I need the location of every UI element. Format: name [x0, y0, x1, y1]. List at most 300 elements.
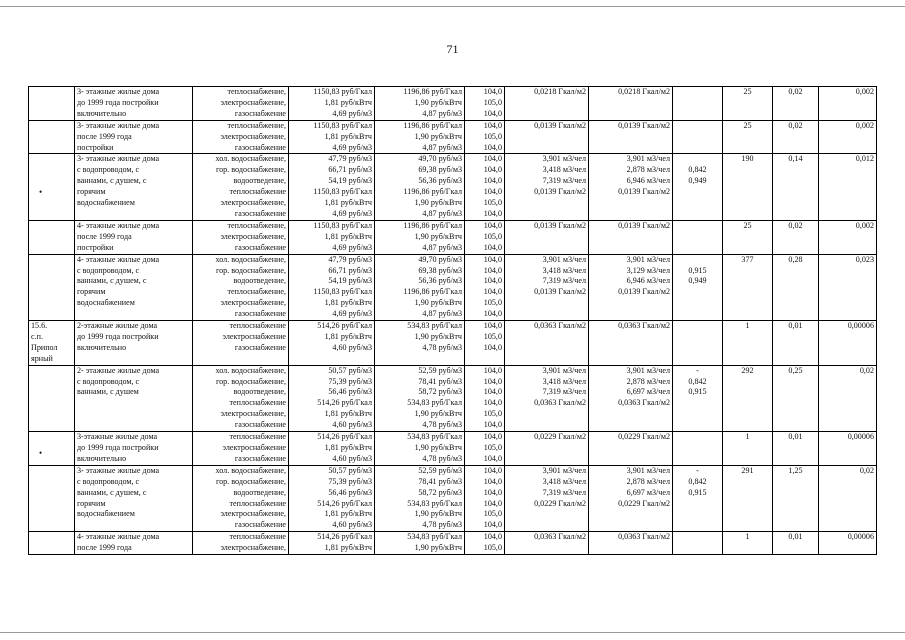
tariff-new-line: 4,78 руб/м3 [422, 520, 462, 530]
services-line: хол. водоснабжение, [215, 154, 286, 164]
table-body [29, 87, 877, 555]
tariff-old-line: 1,81 руб/кВтч [324, 331, 372, 341]
cell-norm-old [505, 154, 589, 220]
cell-housing-type [75, 365, 193, 431]
table-row [29, 154, 877, 220]
cell-norm-old [505, 220, 589, 254]
services-line: водоотведение, [233, 487, 286, 497]
index-line: 104,0 [483, 321, 502, 331]
cell-coefficient [673, 465, 723, 531]
table-row [29, 532, 877, 555]
index-line: 104,0 [483, 420, 502, 430]
services-line: водоотведение, [233, 276, 286, 286]
services-line: газоснабжение [234, 342, 286, 352]
cell-share [773, 465, 819, 531]
cell-tariff-old [289, 465, 375, 531]
cell-norm-old [505, 87, 589, 121]
cell-services [193, 220, 289, 254]
services-line: теплоснабжение, [227, 220, 286, 230]
tariff-old-line: 514,26 руб/Гкал [317, 321, 372, 331]
norm-old-line: 0,0229 Гкал/м2 [534, 498, 586, 508]
tariff-old-line: 56,46 руб/м3 [328, 387, 372, 397]
tariff-new-line: 534,83 руб/Гкал [407, 321, 462, 331]
cell-norm-old [505, 321, 589, 366]
index-line: 105,0 [483, 298, 502, 308]
settlement-line: 15.6. [31, 321, 48, 331]
cell-share [773, 220, 819, 254]
count-value: 190 [741, 154, 754, 164]
tariff-new-line: 534,83 руб/Гкал [407, 498, 462, 508]
table-row [29, 365, 877, 431]
tariff-new-line: 58,72 руб/м3 [418, 387, 462, 397]
services-line: теплоснабжение, [227, 87, 286, 96]
tariff-old-line: 1,81 руб/кВтч [324, 131, 372, 141]
index-line: 104,0 [483, 498, 502, 508]
norm-new-line: 3,901 м3/чел [626, 154, 670, 164]
count-value: 25 [743, 220, 752, 230]
cell-tariff-new [375, 87, 465, 121]
cell-settlement [29, 220, 75, 254]
tariff-new-line: 1,90 руб/кВтч [414, 231, 462, 241]
cell-settlement [29, 154, 75, 220]
cell-share [773, 120, 819, 154]
norm-old-line: 7,319 м3/чел [542, 387, 586, 397]
table-row [29, 220, 877, 254]
cell-settlement [29, 365, 75, 431]
tariff-new-line: 534,83 руб/Гкал [407, 532, 462, 542]
tariff-old-line: 75,39 руб/м3 [328, 476, 372, 486]
share-value: 0,14 [788, 154, 803, 164]
share-value: 0,01 [788, 432, 803, 442]
table-row [29, 120, 877, 154]
services-line: гор. водоснабжение, [216, 376, 286, 386]
tariff-old-line: 1,81 руб/кВтч [324, 198, 372, 208]
cell-services [193, 154, 289, 220]
coefficient-line: 0,915 [688, 487, 707, 497]
coefficient-line: 0,915 [688, 265, 707, 275]
index-line: 104,0 [483, 453, 502, 463]
tariff-old-line: 4,69 руб/м3 [332, 242, 372, 252]
cell-housing-type [75, 220, 193, 254]
norm-new-line: 0,0139 Гкал/м2 [618, 287, 670, 297]
index-line: 104,0 [483, 287, 502, 297]
norm-old-line: 0,0139 Гкал/м2 [534, 120, 586, 130]
cell-share [773, 532, 819, 555]
share-value: 0,01 [788, 321, 803, 331]
coefficient-line: 0,915 [688, 387, 707, 397]
table-row [29, 432, 877, 466]
cell-index [465, 321, 505, 366]
services-line: электроснабжение, [220, 298, 286, 308]
coefficient-line [675, 121, 720, 132]
tariff-old-line: 1150,83 руб/Гкал [313, 87, 372, 96]
housing-type-line: 3- этажные жилые дома [77, 87, 160, 96]
index-line: 104,0 [483, 487, 502, 497]
housing-type-line: 4- этажные жилые дома [77, 254, 160, 264]
tariff-new-line: 49,70 руб/м3 [418, 154, 462, 164]
index-line: 105,0 [483, 409, 502, 419]
housing-type-line: 3- этажные жилые дома [77, 120, 160, 130]
index-line: 104,0 [483, 142, 502, 152]
services-line: газоснабжение [234, 208, 286, 218]
cell-coefficient [673, 154, 723, 220]
tariff-old-line: 4,60 руб/м3 [332, 453, 372, 463]
index-line: 104,0 [483, 154, 502, 164]
housing-type-line: водоснабжением [77, 509, 135, 519]
scan-bottom-edge [0, 632, 905, 633]
cell-housing-type [75, 154, 193, 220]
services-line: газоснабжение [234, 520, 286, 530]
cell-share [773, 254, 819, 320]
count-value: 25 [743, 87, 752, 96]
index-line: 104,0 [483, 532, 502, 542]
housing-type-line: постройки [77, 142, 114, 152]
norm-old-line: 3,901 м3/чел [542, 365, 586, 375]
tariff-old-line: 1,81 руб/кВтч [324, 231, 372, 241]
tariff-new-line: 58,72 руб/м3 [418, 487, 462, 497]
cell-norm-old [505, 365, 589, 431]
housing-type-line: после 1999 года [77, 231, 132, 241]
cell-coefficient [673, 87, 723, 121]
norm-old-line: 7,319 м3/чел [542, 487, 586, 497]
tariff-new-line: 78,41 руб/м3 [418, 476, 462, 486]
cell-settlement [29, 87, 75, 121]
tariff-new-line: 49,70 руб/м3 [418, 254, 462, 264]
norm-old-line: 3,418 м3/чел [542, 476, 586, 486]
count-value: 25 [743, 120, 752, 130]
norm-old-line: 0,0139 Гкал/м2 [534, 220, 586, 230]
coefficient-line: - [696, 465, 699, 475]
services-line: теплоснабжение [229, 187, 286, 197]
services-line: газоснабжение [234, 142, 286, 152]
index-line: 105,0 [483, 97, 502, 107]
norm-old-line: 7,319 м3/чел [542, 276, 586, 286]
housing-type-line: включительно [77, 108, 127, 118]
share-value: 0,01 [788, 532, 803, 542]
cell-share-2 [819, 254, 877, 320]
tariff-old-line: 4,60 руб/м3 [332, 520, 372, 530]
cell-share-2 [819, 87, 877, 121]
services-line: теплоснабжение [229, 398, 286, 408]
tariff-new-line: 534,83 руб/Гкал [407, 398, 462, 408]
scan-top-edge [0, 6, 905, 7]
tariff-new-line: 1,90 руб/кВтч [414, 97, 462, 107]
tariff-new-line: 1,90 руб/кВтч [414, 409, 462, 419]
cell-settlement [29, 254, 75, 320]
cell-tariff-new [375, 120, 465, 154]
services-line: электроснабжение, [220, 409, 286, 419]
cell-norm-old [505, 254, 589, 320]
tariff-new-line: 4,78 руб/м3 [422, 420, 462, 430]
cell-norm-new [589, 432, 673, 466]
tariff-old-line: 514,26 руб/Гкал [317, 432, 372, 442]
cell-norm-new [589, 87, 673, 121]
cell-tariff-new [375, 365, 465, 431]
services-line: электроснабжение, [220, 131, 286, 141]
tariff-old-line: 1,81 руб/кВтч [324, 298, 372, 308]
norm-old-line: 3,418 м3/чел [542, 165, 586, 175]
cell-norm-new [589, 120, 673, 154]
cell-tariff-new [375, 432, 465, 466]
tariff-old-line: 56,46 руб/м3 [328, 487, 372, 497]
norm-new-line: 0,0363 Гкал/м2 [618, 398, 670, 408]
cell-norm-old [505, 120, 589, 154]
index-line: 104,0 [483, 276, 502, 286]
tariff-old-line: 1,81 руб/кВтч [324, 509, 372, 519]
cell-coefficient [673, 321, 723, 366]
norm-new-line: 2,878 м3/чел [626, 165, 670, 175]
cell-services [193, 432, 289, 466]
cell-share-2 [819, 532, 877, 555]
norm-old-line: 7,319 м3/чел [542, 176, 586, 186]
share-value: 0,02 [788, 220, 803, 230]
norm-new-line: 6,946 м3/чел [626, 276, 670, 286]
index-line: 105,0 [483, 231, 502, 241]
cell-tariff-old [289, 220, 375, 254]
tariff-old-line: 4,60 руб/м3 [332, 342, 372, 352]
table-row [29, 465, 877, 531]
cell-share-2 [819, 365, 877, 431]
cell-housing-type [75, 321, 193, 366]
cell-share [773, 432, 819, 466]
services-line: электроснабжение, [220, 509, 286, 519]
tariff-old-line: 66,71 руб/м3 [328, 265, 372, 275]
services-line: газоснабжение [234, 420, 286, 430]
tariff-table [28, 86, 877, 555]
tariff-old-line: 1150,83 руб/Гкал [313, 120, 372, 130]
index-line: 104,0 [483, 376, 502, 386]
housing-type-line: ваннами, с душем, с [77, 487, 147, 497]
cell-share [773, 154, 819, 220]
table-row [29, 254, 877, 320]
cell-services [193, 365, 289, 431]
index-line: 104,0 [483, 342, 502, 352]
table-row [29, 87, 877, 121]
coefficient-line: 0,949 [688, 276, 707, 286]
cell-housing-type [75, 465, 193, 531]
norm-new-line: 0,0363 Гкал/м2 [618, 321, 670, 331]
share-2-value: 0,02 [859, 465, 874, 475]
coefficient-line: - [696, 365, 699, 375]
tariff-old-line: 50,57 руб/м3 [328, 465, 372, 475]
services-line: газоснабжение [234, 108, 286, 118]
bullet-mark: • [39, 187, 43, 198]
norm-new-line: 2,878 м3/чел [626, 376, 670, 386]
cell-services [193, 87, 289, 121]
tariff-new-line: 4,87 руб/м3 [422, 108, 462, 118]
cell-share-2 [819, 321, 877, 366]
cell-count [723, 321, 773, 366]
norm-old-line: 0,0139 Гкал/м2 [534, 287, 586, 297]
tariff-new-line: 1,90 руб/кВтч [414, 298, 462, 308]
cell-tariff-new [375, 154, 465, 220]
services-line: газоснабжение [234, 453, 286, 463]
cell-share [773, 365, 819, 431]
cell-coefficient [673, 120, 723, 154]
tariff-old-line: 1,81 руб/кВтч [324, 97, 372, 107]
cell-count [723, 120, 773, 154]
services-line: теплоснабжение [229, 432, 286, 442]
tariff-new-line: 1,90 руб/кВтч [414, 509, 462, 519]
tariff-new-line: 1,90 руб/кВтч [414, 131, 462, 141]
tariff-new-line: 69,38 руб/м3 [418, 165, 462, 175]
services-line: гор. водоснабжение, [216, 476, 286, 486]
tariff-new-line: 1,90 руб/кВтч [414, 198, 462, 208]
tariff-new-line: 56,36 руб/м3 [418, 276, 462, 286]
services-line: хол. водоснабжение, [215, 465, 286, 475]
tariff-new-line: 1,90 руб/кВтч [414, 331, 462, 341]
housing-type-line: 2- этажные жилые дома [77, 365, 160, 375]
cell-tariff-old [289, 254, 375, 320]
housing-type-line: включительно [77, 342, 127, 352]
count-value: 292 [741, 365, 754, 375]
tariff-old-line: 4,60 руб/м3 [332, 420, 372, 430]
tariff-new-line: 52,59 руб/м3 [418, 465, 462, 475]
housing-type-line: с водопроводом, с [77, 265, 140, 275]
count-value: 291 [741, 465, 754, 475]
cell-index [465, 120, 505, 154]
cell-count [723, 220, 773, 254]
housing-type-line: до 1999 года постройки [77, 331, 159, 341]
tariff-new-line: 4,87 руб/м3 [422, 242, 462, 252]
cell-coefficient [673, 254, 723, 320]
bullet-mark: • [39, 448, 43, 459]
cell-settlement [29, 321, 75, 366]
cell-services [193, 254, 289, 320]
index-line: 105,0 [483, 443, 502, 452]
tariff-old-line: 75,39 руб/м3 [328, 376, 372, 386]
tariff-new-line: 4,78 руб/м3 [422, 342, 462, 352]
cell-housing-type [75, 87, 193, 121]
services-line: газоснабжение [234, 242, 286, 252]
housing-type-line: с водопроводом, с [77, 476, 140, 486]
cell-share-2 [819, 432, 877, 466]
housing-type-line: с водопроводом, с [77, 165, 140, 175]
index-line: 105,0 [483, 331, 502, 341]
cell-tariff-new [375, 532, 465, 555]
services-line: теплоснабжение [229, 498, 286, 508]
services-line: электроснабжение [222, 331, 286, 341]
cell-count [723, 254, 773, 320]
tariff-new-line: 69,38 руб/м3 [418, 265, 462, 275]
cell-norm-new [589, 532, 673, 555]
index-line: 104,0 [483, 309, 502, 319]
cell-coefficient [673, 220, 723, 254]
index-line: 104,0 [483, 120, 502, 130]
tariff-old-line: 1150,83 руб/Гкал [313, 220, 372, 230]
tariff-old-line: 514,26 руб/Гкал [317, 498, 372, 508]
index-line: 104,0 [483, 187, 502, 197]
index-line: 104,0 [483, 242, 502, 252]
norm-old-line: 0,0363 Гкал/м2 [534, 321, 586, 331]
housing-type-line: постройки [77, 242, 114, 252]
cell-tariff-new [375, 321, 465, 366]
index-line: 104,0 [483, 465, 502, 475]
cell-housing-type [75, 432, 193, 466]
tariff-old-line: 1,81 руб/кВтч [324, 443, 372, 452]
housing-type-line: с водопроводом, с [77, 376, 140, 386]
settlement-line: Припол [31, 342, 58, 352]
cell-norm-new [589, 365, 673, 431]
services-line: электроснабжение, [220, 198, 286, 208]
tariff-old-line: 1,81 руб/кВтч [324, 409, 372, 419]
tariff-old-line: 50,57 руб/м3 [328, 365, 372, 375]
tariff-old-line: 1150,83 руб/Гкал [313, 287, 372, 297]
share-2-value: 0,002 [855, 220, 874, 230]
cell-tariff-new [375, 254, 465, 320]
cell-coefficient [673, 532, 723, 555]
share-2-value: 0,002 [855, 120, 874, 130]
norm-old-line: 0,0139 Гкал/м2 [534, 187, 586, 197]
cell-tariff-old [289, 120, 375, 154]
share-value: 0,02 [788, 87, 803, 96]
cell-count [723, 532, 773, 555]
norm-old-line: 3,418 м3/чел [542, 265, 586, 275]
norm-new-line: 0,0363 Гкал/м2 [618, 532, 670, 542]
norm-new-line: 0,0139 Гкал/м2 [618, 187, 670, 197]
cell-count [723, 87, 773, 121]
count-value: 1 [745, 321, 750, 331]
services-line: хол. водоснабжение, [215, 254, 286, 264]
cell-count [723, 154, 773, 220]
index-line: 104,0 [483, 520, 502, 530]
index-line: 105,0 [483, 131, 502, 141]
coefficient-line [675, 432, 720, 443]
cell-index [465, 532, 505, 555]
cell-services [193, 321, 289, 366]
cell-tariff-old [289, 432, 375, 466]
housing-type-line: включительно [77, 453, 127, 463]
norm-new-line: 6,946 м3/чел [626, 176, 670, 186]
tariff-new-line: 1,90 руб/кВтч [414, 443, 462, 452]
services-line: теплоснабжение, [227, 120, 286, 130]
services-line: теплоснабжение [229, 532, 286, 542]
share-value: 1,25 [788, 465, 803, 475]
index-line: 104,0 [483, 254, 502, 264]
index-line: 104,0 [483, 365, 502, 375]
tariff-old-line: 47,79 руб/м3 [328, 154, 372, 164]
housing-type-line: после 1999 года [77, 131, 132, 141]
share-2-value: 0,002 [855, 87, 874, 96]
cell-share-2 [819, 120, 877, 154]
cell-tariff-new [375, 465, 465, 531]
cell-count [723, 365, 773, 431]
coefficient-line: 0,842 [688, 165, 707, 175]
norm-old-line: 3,418 м3/чел [542, 376, 586, 386]
index-line: 105,0 [483, 198, 502, 208]
housing-type-line: 2-этажные жилые дома [77, 321, 158, 331]
housing-type-line: горячим [77, 187, 106, 197]
cell-coefficient [673, 365, 723, 431]
norm-old-line: 0,0218 Гкал/м2 [534, 87, 586, 96]
services-line: теплоснабжение [229, 321, 286, 331]
share-2-value: 0,00006 [847, 532, 874, 542]
services-line: хол. водоснабжение, [215, 365, 286, 375]
coefficient-line: 0,949 [688, 176, 707, 186]
cell-norm-new [589, 154, 673, 220]
services-line: электроснабжение, [220, 543, 286, 553]
services-line: теплоснабжение, [227, 287, 286, 297]
cell-settlement [29, 120, 75, 154]
services-line: гор. водоснабжение, [216, 165, 286, 175]
index-line: 104,0 [483, 432, 502, 442]
tariff-new-line: 4,87 руб/м3 [422, 142, 462, 152]
services-line: водоотведение, [233, 387, 286, 397]
coefficient-line [675, 321, 720, 332]
cell-norm-old [505, 465, 589, 531]
services-line: гор. водоснабжение, [216, 265, 286, 275]
tariff-old-line: 47,79 руб/м3 [328, 254, 372, 264]
